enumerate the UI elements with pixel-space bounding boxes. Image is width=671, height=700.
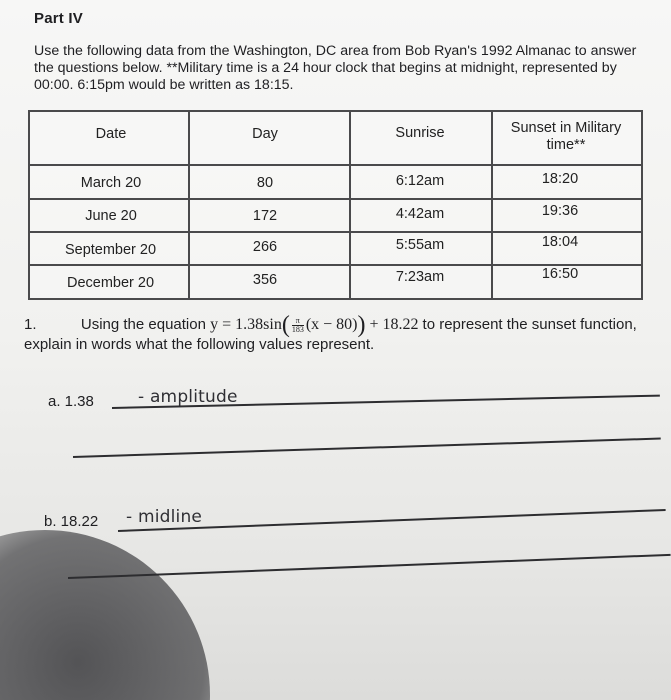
answer-b-handwriting: - midline bbox=[126, 507, 203, 527]
table-header-date: Date bbox=[95, 126, 127, 142]
fraction-denominator: 183 bbox=[291, 324, 304, 334]
table-divider bbox=[491, 112, 493, 298]
table-cell-sunrise: 7:23am bbox=[395, 269, 445, 285]
question-text-after: to represent the sunset function, explain in words what the following values represent. bbox=[24, 316, 637, 353]
right-parenthesis: ) bbox=[357, 312, 366, 338]
table-cell-day: 356 bbox=[252, 272, 278, 288]
table-header-sunset: Sunset in Military time** bbox=[510, 120, 622, 153]
table-divider bbox=[188, 112, 190, 298]
equation-right: + 18.22 bbox=[369, 316, 419, 333]
table-divider bbox=[30, 198, 641, 200]
sunset-data-table bbox=[28, 110, 643, 300]
question-one bbox=[24, 312, 654, 355]
part-title: Part IV bbox=[34, 10, 83, 27]
answer-b-label: b. 18.22 bbox=[44, 513, 99, 530]
sunset-equation bbox=[210, 312, 422, 338]
table-cell-date: June 20 bbox=[85, 208, 137, 224]
table-cell-date: September 20 bbox=[64, 242, 157, 258]
table-cell-sunset: 18:20 bbox=[541, 171, 579, 187]
table-cell-day: 80 bbox=[256, 175, 274, 191]
left-parenthesis: ( bbox=[281, 312, 290, 338]
equation-fraction bbox=[292, 317, 304, 334]
table-divider bbox=[30, 164, 641, 166]
table-cell-day: 266 bbox=[252, 239, 278, 255]
equation-inner: (x − 80) bbox=[305, 316, 358, 333]
question-text-before: Using the equation bbox=[80, 316, 206, 333]
table-cell-date: March 20 bbox=[80, 175, 142, 191]
table-cell-sunrise: 4:42am bbox=[395, 206, 445, 222]
table-divider bbox=[349, 112, 351, 298]
table-cell-date: December 20 bbox=[66, 275, 155, 291]
equation-left: y = 1.38sin bbox=[210, 316, 282, 333]
intro-paragraph: Use the following data from the Washington, DC area from Bob Ryan's 1992 Almanac to answer the questions below. **Military time is a 24 hour clock that begins at midnight, represented by 00:00. 6:15pm would be written as 18:15. bbox=[34, 43, 637, 93]
answer-a-extra-line bbox=[73, 438, 661, 458]
photo-shadow bbox=[0, 530, 210, 700]
table-cell-sunrise: 5:55am bbox=[395, 237, 445, 253]
answer-b-extra-line bbox=[68, 554, 671, 579]
table-cell-sunrise: 6:12am bbox=[395, 173, 445, 189]
table-header-sunrise: Sunrise bbox=[395, 125, 445, 141]
answer-a-handwriting: - amplitude bbox=[138, 387, 238, 407]
table-cell-day: 172 bbox=[252, 208, 278, 224]
question-number: 1. bbox=[24, 316, 37, 333]
table-cell-sunset: 16:50 bbox=[541, 266, 579, 282]
answer-a-label: a. 1.38 bbox=[48, 393, 94, 410]
fraction-numerator: π bbox=[292, 317, 304, 326]
table-cell-sunset: 18:04 bbox=[541, 234, 579, 250]
table-cell-sunset: 19:36 bbox=[541, 203, 579, 219]
table-divider bbox=[30, 231, 641, 233]
table-header-day: Day bbox=[252, 126, 278, 142]
